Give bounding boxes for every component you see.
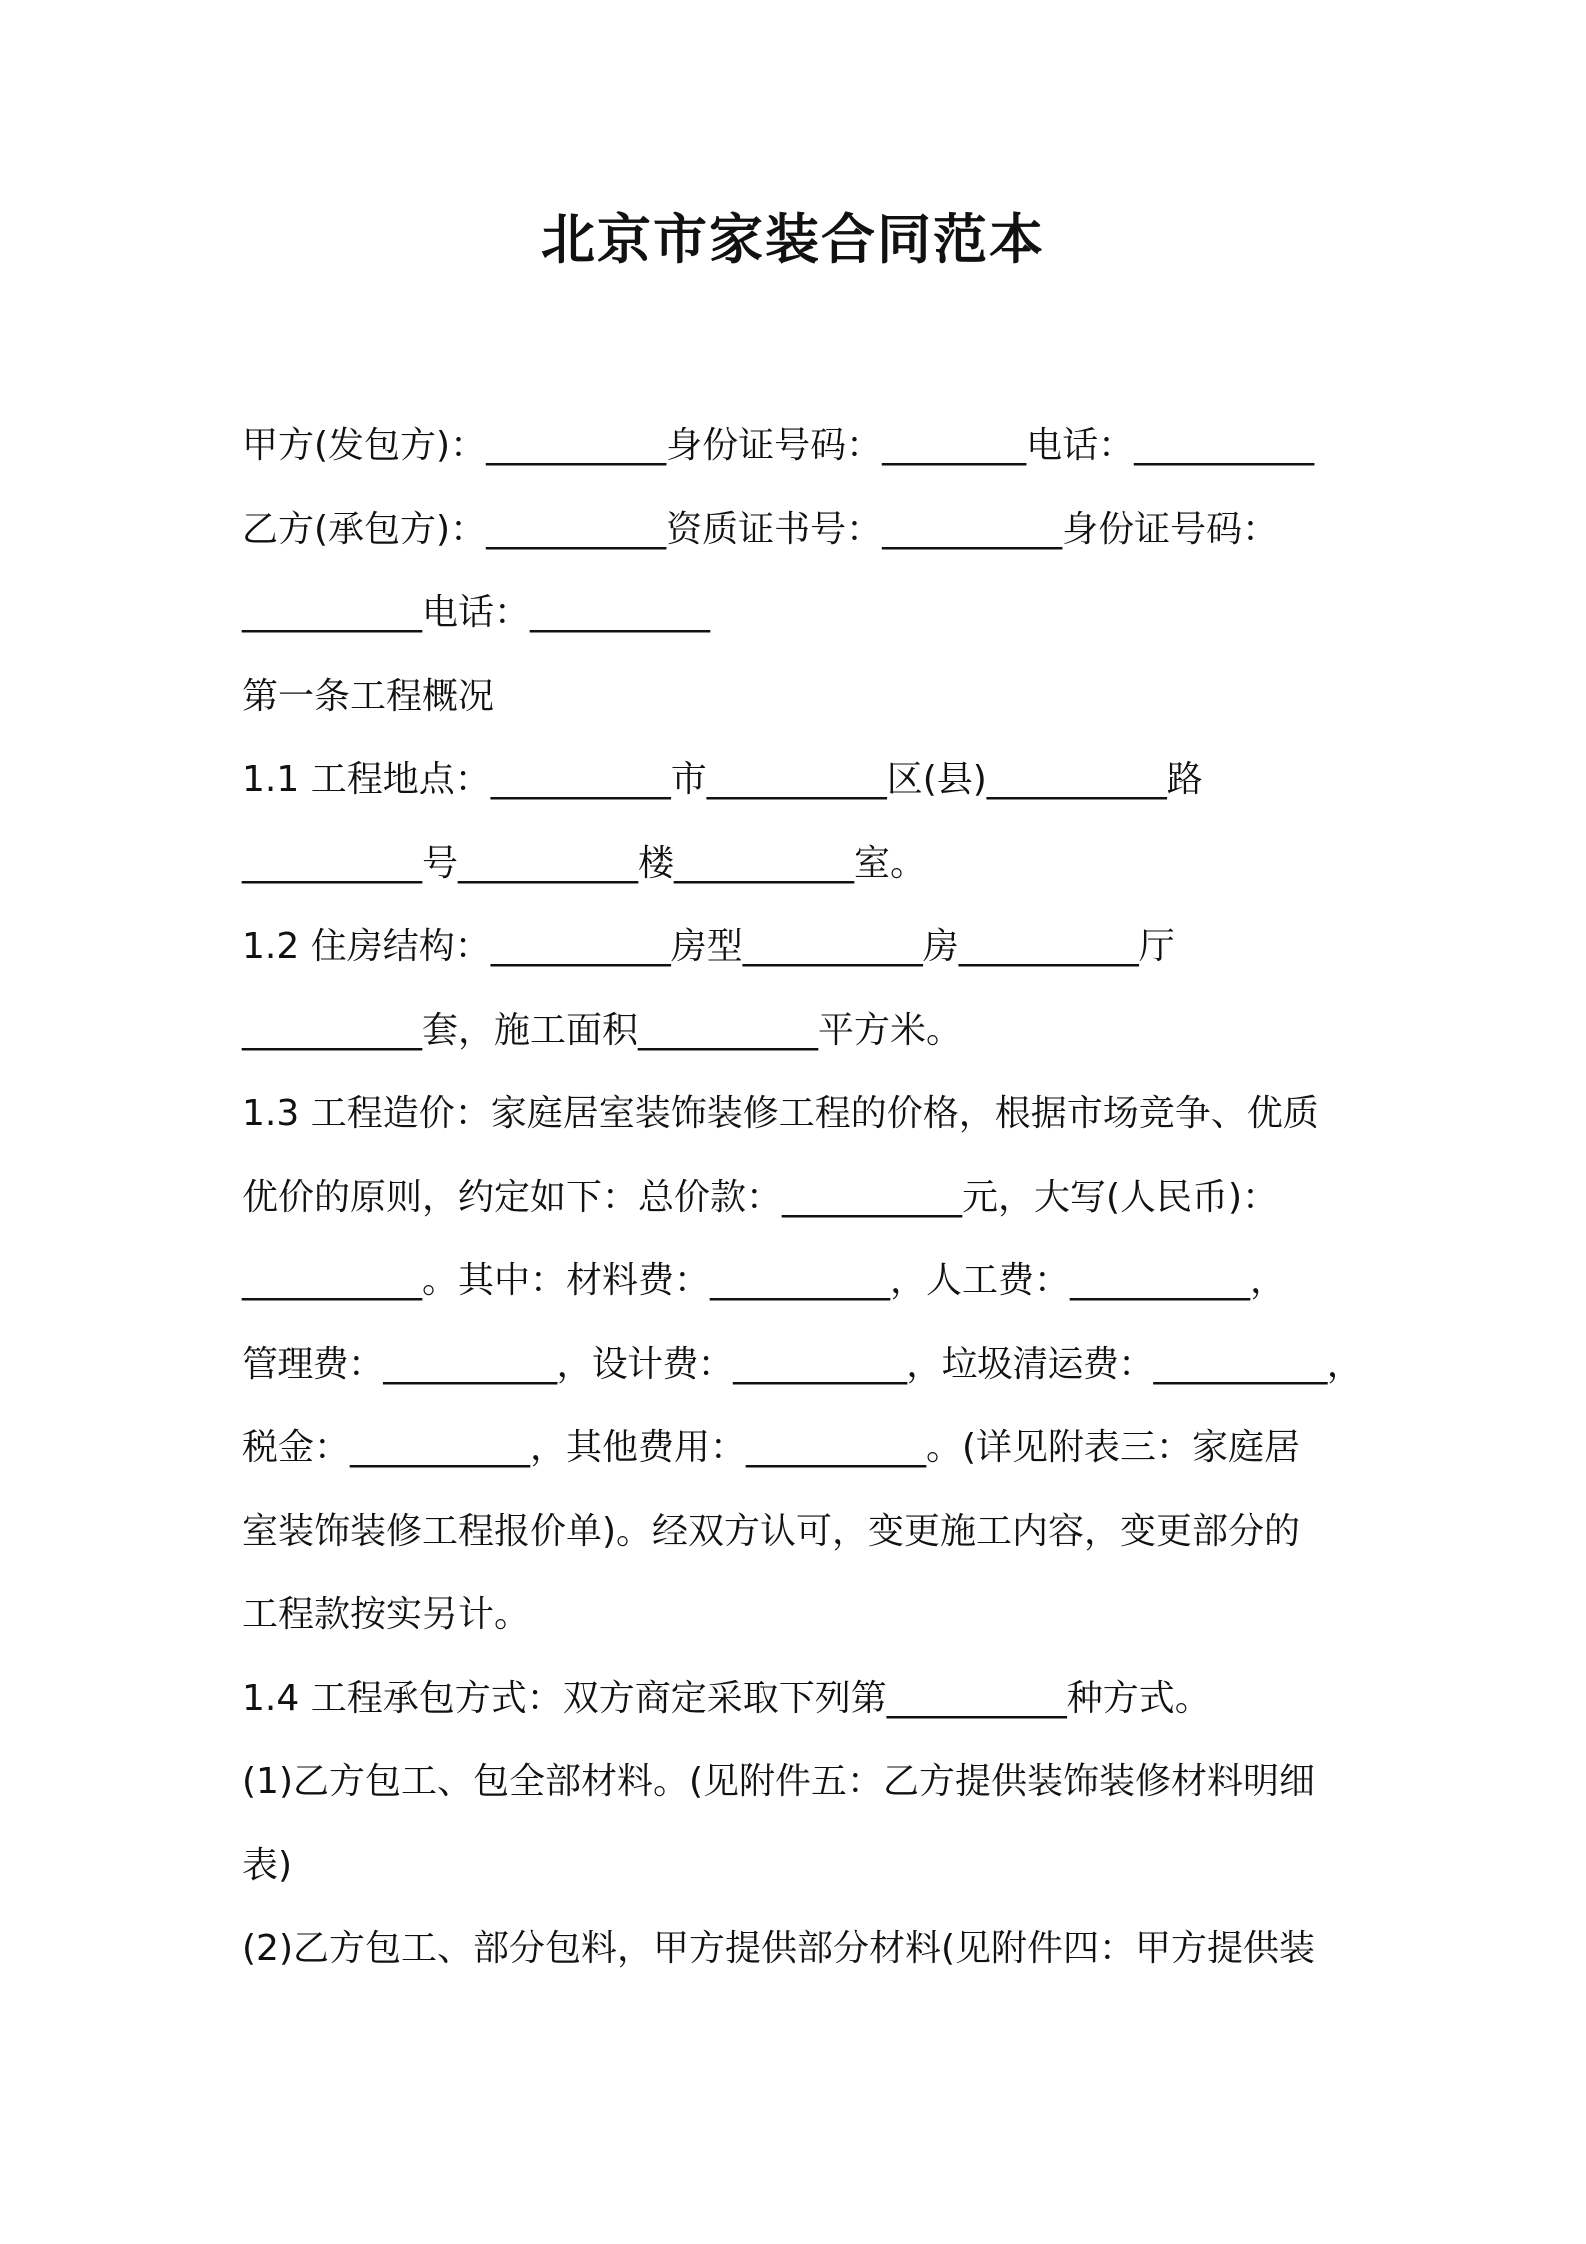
party-a-line: 甲方(发包方)：__________身份证号码：________电话：__________ (242, 425, 1315, 466)
clause-1-1-line-cont: __________号__________楼__________室。 (242, 842, 926, 884)
clause-1-3-line-cont: 优价的原则，约定如下：总价款：__________元，大写(人民币)： (242, 1176, 1279, 1218)
clause-1-2-line: 1.2 住房结构：__________房型__________房__________厅 (242, 926, 1175, 967)
option-1-line-cont: 表) (242, 1844, 293, 1886)
clause-1-3-line-cont: 工程款按实另计。 (242, 1594, 531, 1635)
clause-1-3-line-cont: 管理费：__________，设计费：__________，垃圾清运费：__________， (242, 1343, 1363, 1385)
option-1-line: (1)乙方包工、包全部材料。(见附件五：乙方提供装饰装修材料明细 (242, 1761, 1316, 1802)
article-1-heading: 第一条工程概况 (242, 675, 495, 717)
party-b-line-cont: __________电话：__________ (242, 592, 711, 633)
clause-1-2-line-cont: __________套，施工面积__________平方米。 (242, 1009, 963, 1051)
clause-1-3-line-cont: __________。其中：材料费：__________，人工费：__________， (242, 1260, 1287, 1301)
party-b-line: 乙方(承包方)：__________资质证书号：__________身份证号码： (242, 508, 1279, 550)
clause-1-1-line: 1.1 工程地点：__________市__________区(县)__________路 (242, 759, 1203, 800)
clause-1-3-line: 1.3 工程造价：家庭居室装饰装修工程的价格，根据市场竞争、优质 (242, 1093, 1319, 1134)
contract-body (242, 404, 1362, 1991)
clause-1-4-line: 1.4 工程承包方式：双方商定采取下列第__________种方式。 (242, 1677, 1211, 1719)
document-title: 北京市家装合同范本 (541, 208, 1045, 271)
clause-1-3-line-cont: 税金：__________，其他费用：__________。(详见附表三：家庭居 (242, 1427, 1301, 1468)
clause-1-3-line-cont: 室装饰装修工程报价单)。经双方认可，变更施工内容，变更部分的 (242, 1510, 1301, 1552)
option-2-line: (2)乙方包工、部分包料，甲方提供部分材料(见附件四：甲方提供装 (242, 1928, 1316, 1969)
